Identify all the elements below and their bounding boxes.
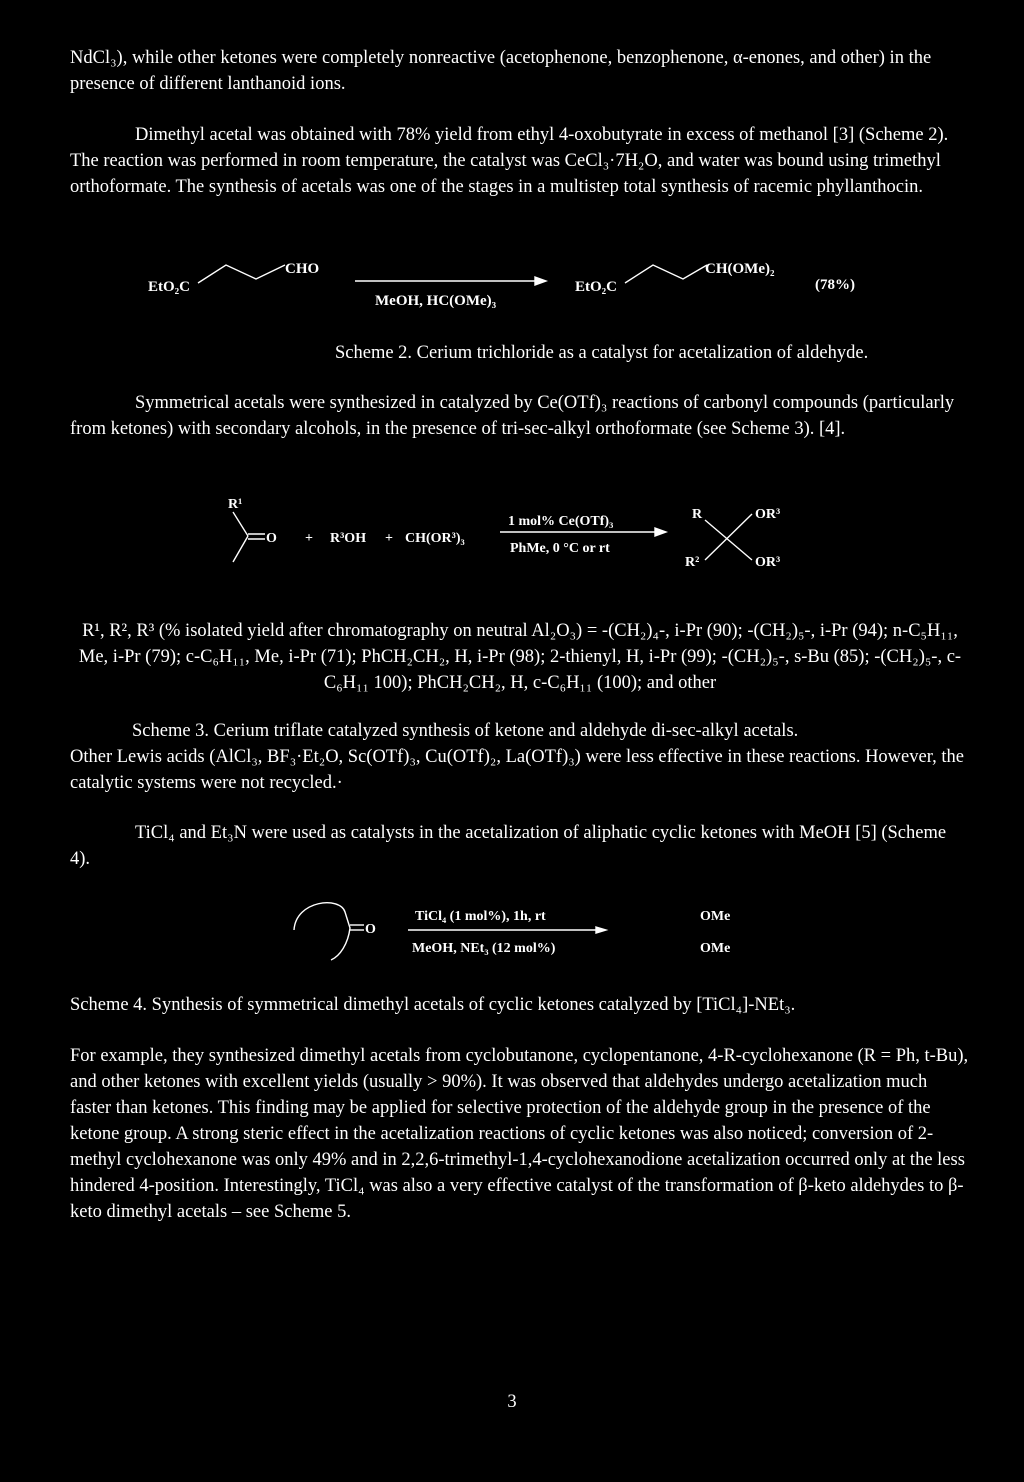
scheme2-product-right: CH(OMe)₂ bbox=[705, 261, 775, 277]
paragraph-3: Symmetrical acetals were synthesized in catalyzed by Ce(OTf)₃ reactions of carbonyl compounds (particularly from ketones) with secondary alcohols, in the presence of tri-sec-alkyl orthoformate (see Scheme 3). [4]. bbox=[70, 393, 955, 439]
scheme-3-diagram bbox=[0, 490, 1024, 590]
scheme4-carbonyl-o: O bbox=[365, 922, 376, 937]
scheme2-reactant-right: CHO bbox=[285, 261, 320, 277]
scheme3-prod-or3-top: OR³ bbox=[755, 507, 781, 522]
scheme4-conditions-bottom: MeOH, NEt₃ (12 mol%) bbox=[412, 941, 556, 956]
scheme3-arrowhead bbox=[655, 528, 666, 536]
scheme-4-diagram bbox=[0, 890, 1024, 970]
paragraph-6: TiCl₄ and Et₃N were used as catalysts in the acetalization of aliphatic cyclic ketones with MeOH [5] (Scheme 4). bbox=[70, 823, 947, 869]
scheme4-arrowhead bbox=[596, 927, 606, 933]
scheme3-catalyst: 1 mol% Ce(OTf)₃ bbox=[508, 514, 614, 529]
paragraph-2: Dimethyl acetal was obtained with 78% yield from ethyl 4-oxobutyrate in excess of methanol [3] (Scheme 2). The reaction was performed in room temperature, the catalyst was CeCl₃·7H₂O, and water was bound using trimethyl orthoformate. The synthesis of acetals was one of the stages in a multistep total synthesis of racemic phyllanthocin. bbox=[70, 125, 949, 197]
scheme3-orthoformate: CH(OR³)₃ bbox=[405, 531, 465, 546]
scheme3-r1: R¹ bbox=[228, 497, 243, 512]
scheme3-prod-or3-bottom: OR³ bbox=[755, 555, 781, 570]
scheme2-reactant-chain bbox=[198, 265, 285, 283]
page-number: 3 bbox=[507, 1392, 517, 1412]
scheme3-solvent: PhMe, 0 °C or rt bbox=[510, 541, 610, 556]
scheme2-product-chain bbox=[625, 265, 707, 283]
scheme-2-caption: Scheme 2. Cerium trichloride as a catalyst for acetalization of aldehyde. bbox=[335, 343, 869, 363]
scheme2-product-left: EtO₂C bbox=[575, 279, 617, 295]
scheme4-product-top: OMe bbox=[700, 909, 731, 924]
scheme4-product-bottom: OMe bbox=[700, 941, 731, 956]
scheme4-conditions-top: TiCl₄ (1 mol%), 1h, rt bbox=[415, 909, 546, 924]
scheme3-prod-r2: R² bbox=[685, 555, 700, 570]
scheme3-alcohol: R³OH bbox=[330, 531, 367, 546]
scheme2-reactant-left: EtO₂C bbox=[148, 279, 190, 295]
scheme-3-caption: Scheme 3. Cerium triflate catalyzed synthesis of ketone and aldehyde di-sec-alkyl acetals. bbox=[132, 721, 799, 741]
scheme3-prod-r: R bbox=[692, 507, 703, 522]
scheme3-carbonyl-o: O bbox=[266, 531, 277, 546]
scheme3-plus-2: + bbox=[385, 531, 393, 546]
paragraph-4: R¹, R², R³ (% isolated yield after chromatography on neutral Al₂O₃) = -(CH₂)₄-, i-Pr (90); -(CH₂)₅-, i-Pr (94); n-C₅H₁₁, Me, i-Pr (79); c-C₆H₁₁, Me, i-Pr (71); PhCH₂CH₂, H, i-Pr (98); 2-thienyl, H, i-Pr (99); -(CH₂)₅-, s-Bu (85); -(CH₂)₅-, c-C₆H₁₁ 100); PhCH₂CH₂, H, c-C₆H₁₁ (100); and other bbox=[78, 621, 962, 693]
scheme2-conditions: MeOH, HC(OMe)₃ bbox=[375, 293, 497, 309]
scheme3-plus-1: + bbox=[305, 531, 313, 546]
paragraph-5: Other Lewis acids (AlCl₃, BF₃·Et₂O, Sc(OTf)₃, Cu(OTf)₂, La(OTf)₃) were less effective in these reactions. However, the catalytic systems were not recycled.· bbox=[70, 747, 964, 793]
scheme4-ring bbox=[294, 903, 350, 960]
paragraph-1: NdCl₃), while other ketones were completely nonreactive (acetophenone, benzophenone, α-enones, and other) in the presence of different lanthanoid ions. bbox=[70, 48, 932, 94]
scheme2-yield: (78%) bbox=[815, 277, 855, 293]
scheme2-arrowhead bbox=[535, 277, 546, 285]
scheme-2-diagram bbox=[0, 245, 1024, 325]
scheme-4-caption: Scheme 4. Synthesis of symmetrical dimethyl acetals of cyclic ketones catalyzed by [TiCl₄]-NEt₃. bbox=[70, 995, 796, 1015]
paragraph-7: For example, they synthesized dimethyl acetals from cyclobutanone, cyclopentanone, 4-R-cyclohexanone (R = Ph, t-Bu), and other ketones with excellent yields (usually > 90%). It was observed that aldehydes undergo acetalization much faster than ketones. This finding may be applied for selective protection of the aldehyde group in the presence of the ketone group. A strong steric effect in the acetalization reactions of cyclic ketones was also noticed; conversion of 2-methyl cyclohexanone was only 49% and in 2,2,6-trimethyl-1,4-cyclohexanodione acetalization occurred only at the less hindered 4-position. Interestingly, TiCl₄ was also a very effective catalyst of the transformation of β-keto aldehydes to β-keto dimethyl acetals – see Scheme 5. bbox=[70, 1046, 969, 1222]
